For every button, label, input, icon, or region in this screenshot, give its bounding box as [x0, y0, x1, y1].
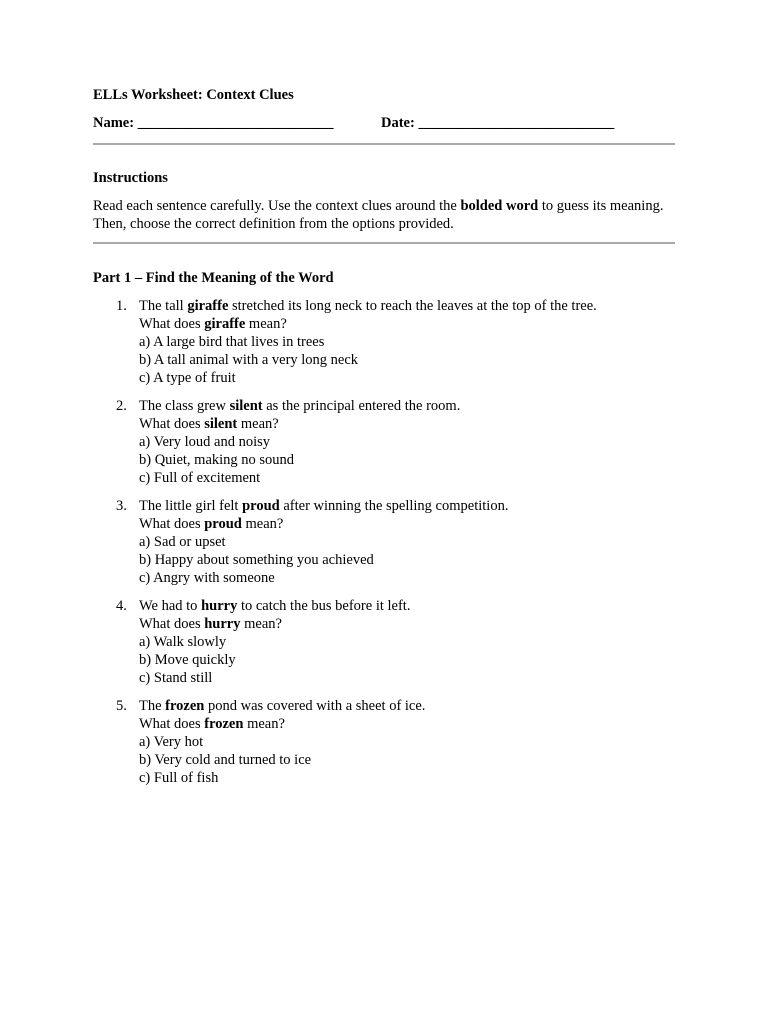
question-number: 4. — [116, 598, 127, 614]
date-field[interactable]: Date: ___________________________ — [381, 115, 615, 131]
answer-option-a[interactable]: a) A large bird that lives in trees — [139, 334, 325, 350]
target-word: frozen — [165, 698, 205, 714]
answer-option-c[interactable]: c) Full of excitement — [139, 470, 261, 486]
answer-option-c[interactable]: c) Stand still — [139, 670, 213, 686]
name-field[interactable]: Name: ___________________________ — [93, 115, 334, 131]
answer-option-a[interactable]: a) Very hot — [139, 734, 204, 750]
name-date-row — [93, 114, 675, 134]
question-sentence: The frozen pond was covered with a sheet of ice. — [139, 698, 426, 714]
question-prompt: What does giraffe mean? — [139, 316, 287, 332]
divider-top — [93, 143, 675, 145]
answer-option-b[interactable]: b) Move quickly — [139, 652, 236, 668]
worksheet-title: ELLs Worksheet: Context Clues — [93, 87, 294, 103]
part1-heading: Part 1 – Find the Meaning of the Word — [93, 270, 334, 286]
answer-option-b[interactable]: b) Happy about something you achieved — [139, 552, 374, 568]
instructions-heading: Instructions — [93, 170, 168, 186]
question-sentence: We had to hurry to catch the bus before it left. — [139, 598, 411, 614]
target-word: proud — [204, 516, 242, 532]
question-item — [93, 597, 675, 687]
question-prompt: What does frozen mean? — [139, 716, 285, 732]
question-sentence: The little girl felt proud after winning the spelling competition. — [139, 498, 509, 514]
answer-option-b[interactable]: b) Very cold and turned to ice — [139, 752, 312, 768]
question-item — [93, 397, 675, 487]
question-prompt: What does hurry mean? — [139, 616, 282, 632]
answer-option-c[interactable]: c) Angry with someone — [139, 570, 275, 586]
target-word: giraffe — [204, 316, 246, 332]
question-sentence: The tall giraffe stretched its long neck to reach the leaves at the top of the tree. — [139, 298, 597, 314]
instructions-text-start: Read each sentence carefully. Use the context clues around the — [93, 198, 461, 214]
instructions-bold-phrase: bolded word — [460, 198, 539, 214]
question-item — [93, 497, 675, 587]
instructions-text — [93, 197, 675, 233]
question-list — [93, 297, 675, 787]
answer-option-a[interactable]: a) Walk slowly — [139, 634, 227, 650]
worksheet-content — [93, 86, 675, 797]
answer-option-a[interactable]: a) Sad or upset — [139, 534, 226, 550]
question-number: 1. — [116, 298, 127, 314]
target-word: frozen — [204, 716, 244, 732]
answer-option-b[interactable]: b) A tall animal with a very long neck — [139, 352, 359, 368]
question-prompt: What does silent mean? — [139, 416, 279, 432]
question-prompt: What does proud mean? — [139, 516, 284, 532]
question-item — [93, 697, 675, 787]
target-word: hurry — [204, 616, 241, 632]
question-number: 3. — [116, 498, 127, 514]
answer-option-c[interactable]: c) Full of fish — [139, 770, 219, 786]
target-word: proud — [242, 498, 280, 514]
question-number: 5. — [116, 698, 127, 714]
target-word: giraffe — [187, 298, 229, 314]
target-word: silent — [204, 416, 238, 432]
question-number: 2. — [116, 398, 127, 414]
instructions-text-end: to guess its meaning. Then, choose the correct definition from the options provided. — [93, 198, 664, 232]
target-word: silent — [229, 398, 263, 414]
answer-option-c[interactable]: c) A type of fruit — [139, 370, 236, 386]
question-item — [93, 297, 675, 387]
question-sentence: The class grew silent as the principal entered the room. — [139, 398, 461, 414]
answer-option-b[interactable]: b) Quiet, making no sound — [139, 452, 295, 468]
divider-bottom — [93, 242, 675, 244]
answer-option-a[interactable]: a) Very loud and noisy — [139, 434, 271, 450]
target-word: hurry — [201, 598, 238, 614]
